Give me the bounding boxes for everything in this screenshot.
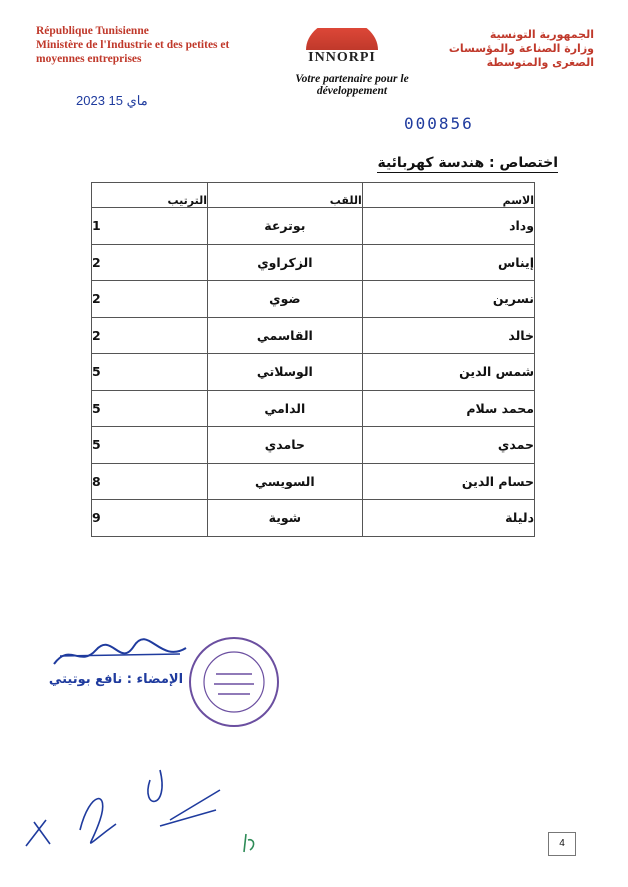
table-row	[92, 427, 535, 464]
cell-last-name: حامدي	[207, 427, 362, 464]
page-number: 4	[548, 832, 576, 856]
header-fr-line: Ministère de l'Industrie et des petites et	[36, 39, 230, 51]
ranking-table	[91, 182, 535, 537]
cell-rank: 8	[92, 463, 208, 500]
cell-last-name: شوية	[207, 500, 362, 537]
table-row	[92, 317, 535, 354]
header-last-name: اللقب	[207, 183, 362, 208]
cell-first-name: وداد	[362, 208, 534, 245]
cell-rank: 2	[92, 281, 208, 318]
table-row	[92, 463, 535, 500]
header-ar-line: الصغرى والمتوسطة	[486, 56, 594, 69]
table-row	[92, 208, 535, 245]
cell-last-name: ضوي	[207, 281, 362, 318]
cell-last-name: الدامي	[207, 390, 362, 427]
cell-rank: 5	[92, 427, 208, 464]
table-row	[92, 281, 535, 318]
header-arabic-block	[434, 28, 594, 70]
table-row	[92, 354, 535, 391]
header-ar-line: وزارة الصناعة والمؤسسات	[448, 42, 594, 55]
cell-first-name: حسام الدين	[362, 463, 534, 500]
official-stamp	[186, 634, 282, 730]
handwritten-initials	[20, 760, 240, 856]
header-first-name: الاسم	[362, 183, 534, 208]
table-row	[92, 390, 535, 427]
header-fr-line: moyennes entreprises	[36, 53, 142, 65]
signature-label: الإمضاء : نافع بوتيتي	[48, 672, 184, 687]
cell-last-name: بوترعة	[207, 208, 362, 245]
specialty-title: اختصاص : هندسة كهربائية	[377, 155, 558, 171]
cell-rank: 2	[92, 244, 208, 281]
table-header-row	[92, 183, 535, 208]
cell-first-name: دليلة	[362, 500, 534, 537]
cell-rank: 9	[92, 500, 208, 537]
director-signature-scribble	[50, 638, 190, 674]
cell-first-name: إيناس	[362, 244, 534, 281]
header-rank: الترتيب	[92, 183, 208, 208]
green-paraph	[240, 830, 260, 856]
cell-first-name: شمس الدين	[362, 354, 534, 391]
cell-first-name: محمد سلام	[362, 390, 534, 427]
logo-slogan: Votre partenaire pour le développement	[295, 73, 409, 97]
cell-first-name: خالد	[362, 317, 534, 354]
cell-rank: 2	[92, 317, 208, 354]
cell-last-name: السويسي	[207, 463, 362, 500]
cell-last-name: الوسلاتي	[207, 354, 362, 391]
reference-number: 000856	[404, 114, 474, 133]
header-french-block	[36, 24, 256, 66]
cell-last-name: الزكراوي	[207, 244, 362, 281]
table-row	[92, 244, 535, 281]
header-ar-line: الجمهورية التونسية	[489, 28, 594, 41]
cell-first-name: نسرين	[362, 281, 534, 318]
logo-text: INNORPI	[308, 50, 376, 65]
cell-last-name: القاسمي	[207, 317, 362, 354]
cell-first-name: حمدي	[362, 427, 534, 464]
logo-sun-shape	[306, 28, 378, 50]
cell-rank: 5	[92, 354, 208, 391]
cell-rank: 5	[92, 390, 208, 427]
table-row	[92, 500, 535, 537]
header-fr-line: République Tunisienne	[36, 25, 149, 37]
cell-rank: 1	[92, 208, 208, 245]
date-stamp: 2023 ماي 15	[76, 93, 148, 108]
